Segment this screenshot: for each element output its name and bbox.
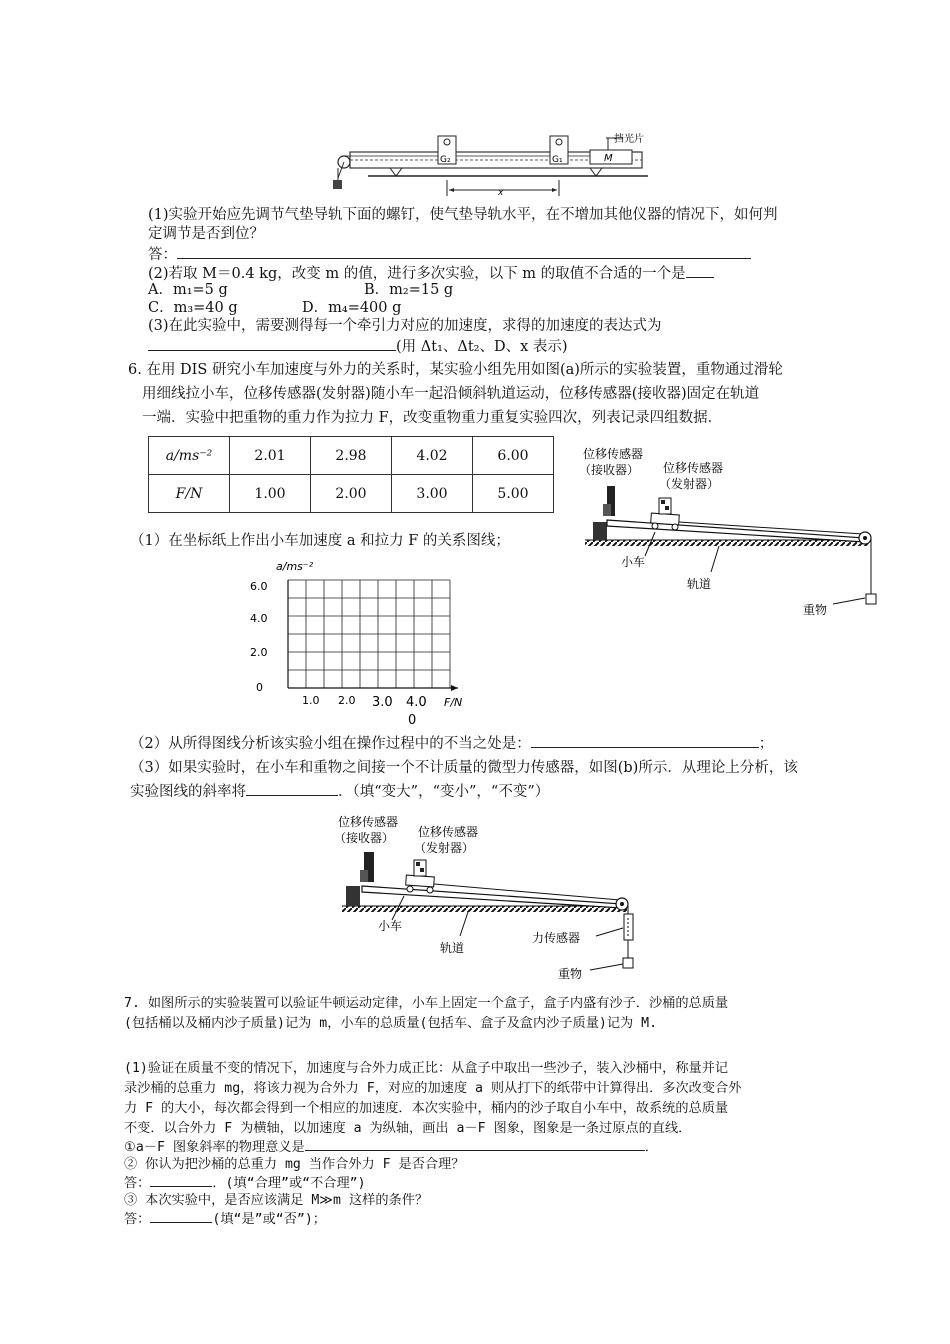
q5-part3-blank[interactable]: [148, 335, 396, 351]
data-table: [148, 436, 554, 513]
q5-part2-text: (2)若取 M＝0.4 kg，改变 m 的值，进行多次实验，以下 m 的取值不合适的一个是: [148, 266, 686, 282]
q7-check2: ② 你认为把沙桶的总重力 mg 当作合外力 F 是否合理？: [124, 1157, 465, 1172]
force-sensor-label: 力传感器: [532, 931, 581, 945]
q7-check1: [124, 1137, 658, 1157]
recv-label-2: （接收器）: [334, 831, 395, 845]
q7-check1-tail: ．: [644, 1140, 658, 1155]
q7-check2-tail: ．(填“合理”或“不合理”): [212, 1176, 366, 1191]
answer-label: 答：: [124, 1212, 151, 1227]
q6-step3-tail: ．（填“变大”，“变小”，“不变”）: [338, 784, 550, 800]
q5-part3: (3)在此实验中，需要测得每一个牵引力对应的加速度，求得的加速度的表达式为: [148, 318, 662, 334]
q7-check2-answer: [124, 1173, 366, 1193]
recv-label: 位移传感器: [338, 815, 399, 829]
table-row: [149, 437, 554, 475]
weight-label: 重物: [803, 603, 828, 617]
send-label-2: （发射器）: [659, 477, 720, 491]
q7-para-line3: 力 F 的大小，每次都会得到一个相应的加速度．本次实验中，桶内的沙子取自小车中，故系统的总质量: [124, 1101, 729, 1116]
x-tick-0: 0: [408, 713, 417, 728]
q6-line3: 一端．实验中把重物的重力作为拉力 F，改变重物重力重复实验四次，列表记录四组数据．: [142, 410, 723, 426]
q7-line1: 7. 如图所示的实验装置可以验证牛顿运动定律，小车上固定一个盒子，盒子内盛有沙子．沙桶的总质量: [124, 996, 729, 1011]
table-cell: 1.00: [230, 475, 311, 513]
q6-step2-text: （2）从所得图线分析该实验小组在操作过程中的不当之处是：: [130, 736, 531, 752]
q7-check3-tail: (填“是”或“否”)；: [212, 1212, 326, 1227]
q5-part2-blank[interactable]: [686, 262, 714, 278]
send-label: 位移传感器: [418, 825, 479, 839]
y-axis-label: a/ms⁻²: [276, 560, 314, 573]
shade-label: 挡光片: [614, 134, 644, 145]
table-cell: F/N: [149, 475, 230, 513]
q6-step3-line2: [130, 780, 549, 804]
car-label: 小车: [378, 919, 403, 933]
q6-step3-line1: （3）如果实验时，在小车和重物之间接一个不计质量的微型力传感器，如图(b)所示．从理论上分析，该: [130, 760, 798, 776]
x-tick-2: 2.0: [338, 694, 356, 707]
q5-part1-line1: (1)实验开始应先调节气垫导轨下面的螺钉，使气垫导轨水平，在不增加其他仪器的情况下，如何判: [148, 207, 778, 223]
car-label: 小车: [621, 555, 646, 569]
table-cell: 2.01: [230, 437, 311, 475]
g1-label: G₁: [552, 155, 563, 165]
answer-label: 答：: [124, 1176, 151, 1191]
q6-line1: 6. 在用 DIS 研究小车加速度与外力的关系时，某实验小组先用如图(a)所示的实验装置，重物通过滑轮: [128, 362, 783, 378]
q6-step2: [130, 732, 773, 754]
option-c: C．m₃=40 g: [148, 300, 238, 316]
send-label: 位移传感器: [663, 461, 724, 475]
q7-check3-blank[interactable]: [150, 1209, 212, 1223]
table-cell: 5.00: [473, 475, 554, 513]
q6-step1: （1）在坐标纸上作出小车加速度 a 和拉力 F 的关系图线；: [130, 533, 510, 549]
send-label-2: （发射器）: [414, 841, 475, 855]
table-cell: 2.00: [311, 475, 392, 513]
answer-label: 答：: [148, 247, 177, 263]
apparatus-figure-a: [575, 446, 895, 626]
weight-label: 重物: [558, 967, 583, 981]
y-tick-0: 0: [256, 681, 263, 694]
q5-part3-answer: [148, 335, 568, 357]
q7-check1-text: ①a－F 图象斜率的物理意义是: [124, 1140, 305, 1155]
x-tick-4: 4.0: [406, 695, 427, 710]
q6-step3-text: 实验图线的斜率将: [130, 784, 246, 800]
gridlines: [288, 580, 450, 688]
q7-check2-blank[interactable]: [150, 1173, 212, 1187]
apparatus-figure-b: [334, 812, 654, 984]
table-cell: a/ms⁻²: [149, 437, 230, 475]
q6-step2-tail: ；: [758, 736, 774, 752]
table-cell: 4.02: [392, 437, 473, 475]
q6-step3-blank[interactable]: [246, 780, 338, 796]
table-cell: 3.00: [392, 475, 473, 513]
y-tick-6: 6.0: [250, 580, 268, 593]
g2-label: G₂: [440, 155, 451, 165]
option-b: B．m₂=15 g: [364, 282, 454, 298]
q5-part3-tail: (用 Δt₁、Δt₂、D、x 表示): [396, 339, 568, 355]
q7-check1-blank[interactable]: [305, 1137, 645, 1151]
option-a: A．m₁=5 g: [148, 282, 228, 298]
recv-label: 位移传感器: [583, 447, 644, 461]
q7-para-line1: (1)验证在质量不变的情况下，加速度与合外力成正比：从盒子中取出一些沙子，装入沙桶中，称量并记: [124, 1061, 729, 1076]
track-label: 轨道: [687, 577, 712, 591]
x-label: x: [498, 188, 504, 198]
table-cell: 6.00: [473, 437, 554, 475]
air-track-figure: [328, 128, 658, 198]
track-label: 轨道: [440, 941, 465, 955]
m-label: M: [604, 153, 613, 164]
x-tick-3: 3.0: [372, 695, 393, 710]
y-tick-2: 2.0: [250, 646, 268, 659]
x-axis-label: F/N: [444, 696, 463, 709]
y-tick-4: 4.0: [250, 612, 268, 625]
answer-blank[interactable]: [177, 243, 751, 259]
option-d: D．m₄=400 g: [302, 300, 402, 316]
q6-step2-blank[interactable]: [531, 732, 759, 748]
q7-check3-answer: [124, 1209, 326, 1229]
q7-line2: (包括桶以及桶内沙子质量)记为 m，小车的总质量(包括车、盒子及盒内沙子质量)记为 M.: [124, 1016, 658, 1031]
q7-para-line4: 不变．以合外力 F 为横轴，以加速度 a 为纵轴，画出 a－F 图象，图象是一条过原点的直线．: [124, 1121, 692, 1136]
recv-label-2: （接收器）: [579, 463, 640, 477]
x-tick-1: 1.0: [302, 694, 320, 707]
table-cell: 2.98: [311, 437, 392, 475]
q7-check3: ③ 本次实验中，是否应该满足 M≫m 这样的条件？: [124, 1193, 429, 1208]
graph-grid: [232, 556, 477, 731]
table-row: [149, 475, 554, 513]
q7-para-line2: 录沙桶的总重力 mg，将该力视为合外力 F，对应的加速度 a 则从打下的纸带中计算得出．多次改变合外: [124, 1081, 742, 1096]
q5-part1-line2: 定调节是否到位？: [148, 226, 264, 242]
q6-line2: 用细线拉小车，位移传感器(发射器)随小车一起沿倾斜轨道运动，位移传感器(接收器)固定在轨道: [142, 386, 760, 402]
